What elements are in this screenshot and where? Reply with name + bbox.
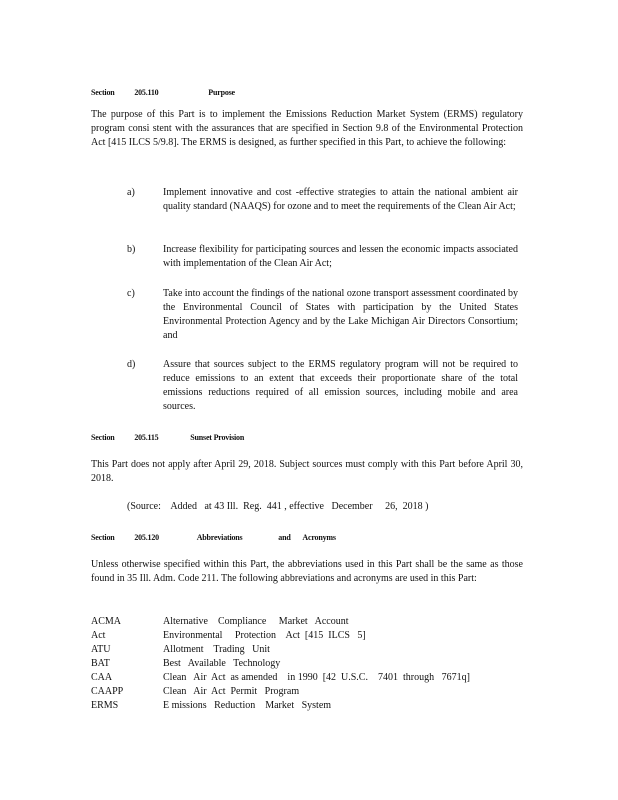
section-title-connector: and — [278, 533, 291, 542]
abbreviation-code: Act — [91, 630, 106, 641]
section-title: Sunset Provision — [190, 433, 245, 442]
purpose-item-c — [91, 287, 523, 343]
abbreviation-definition: Environmental Protection Act [415 ILCS 5] — [163, 630, 366, 641]
section-title: Abbreviations — [196, 533, 243, 542]
sunset-text: This Part does not apply after April 29, 2018. Subject sources must comply with this Part before April 30, 2018. — [91, 459, 523, 484]
item-letter: a) — [127, 187, 135, 198]
abbreviation-definition: Clean Air Act as amended in 1990 [42 U.S.C. 7401 through 7671q] — [163, 672, 470, 683]
abbreviation-definition: Clean Air Act Permit Program — [163, 686, 300, 697]
purpose-item-a — [91, 186, 523, 228]
abbreviation-code: BAT — [91, 658, 110, 669]
abbreviation-code: ATU — [91, 644, 111, 655]
purpose-item-b — [91, 243, 523, 271]
item-letter: c) — [127, 288, 135, 299]
abbreviation-definition: Best Available Technology — [163, 658, 281, 669]
section-title-end: Acronyms — [302, 533, 336, 542]
item-text: Assure that sources subject to the ERMS regulatory program will not be required to reduce emissions to an extent that exceeds their proportionate share of the total emissions reductions required of all emission sources, including mobile and area sources. — [163, 359, 518, 412]
section-header-205-120 — [91, 533, 336, 542]
section-header-205-110 — [91, 88, 235, 97]
section-title: Purpose — [208, 88, 235, 97]
item-text: Take into account the findings of the national ozone transport assessment coordinated by the Environmental Council of States with participation by the United States Environmental Protection Agency and by the Lake Michigan Air Directors Consortium; and — [163, 288, 518, 341]
abbreviation-definition: E missions Reduction Market System — [163, 700, 332, 711]
abbreviation-definition: Alternative Compliance Market Account — [163, 616, 349, 627]
section-number: 205.110 — [134, 88, 159, 97]
section-header-205-115 — [91, 433, 244, 442]
item-text: Increase flexibility for participating sources and lessen the economic impacts associated with implementation of the Clean Air Act; — [163, 244, 518, 269]
item-letter: b) — [127, 244, 136, 255]
abbreviation-code: ERMS — [91, 700, 119, 711]
abbreviation-code: ACMA — [91, 616, 122, 627]
section-number: 205.115 — [134, 433, 159, 442]
section-label: Section — [91, 433, 115, 442]
section-label: Section — [91, 533, 115, 542]
purpose-item-d — [91, 358, 523, 414]
purpose-intro: The purpose of this Part is to implement the Emissions Reduction Market System (ERMS) regulatory program consi stent with the assurances that are specified in Section 9.8 of the Environmental Protection Act [415 ILCS 5/9.8]. The ERMS is designed, as further specified in this Part, to achieve the following: — [91, 109, 523, 148]
section-number: 205.120 — [134, 533, 159, 542]
abbreviation-code: CAA — [91, 672, 113, 683]
abbreviation-code: CAAPP — [91, 686, 124, 697]
item-text: Implement innovative and cost -effective strategies to attain the national ambient air quality standard (NAAQS) for ozone and to meet the requirements of the Clean Air Act; — [163, 187, 518, 212]
abbreviations-intro: Unless otherwise specified within this Part, the abbreviations used in this Part shall be the same as those found in 35 Ill. Adm. Code 211. The following abbreviations and acronyms are used in this Part: — [91, 559, 523, 584]
item-letter: d) — [127, 359, 136, 370]
section-label: Section — [91, 88, 115, 97]
abbreviation-definition: Allotment Trading Unit — [163, 644, 270, 655]
source-note: (Source: Added at 43 Ill. Reg. 441 , effective December 26, 2018 ) — [127, 501, 429, 512]
